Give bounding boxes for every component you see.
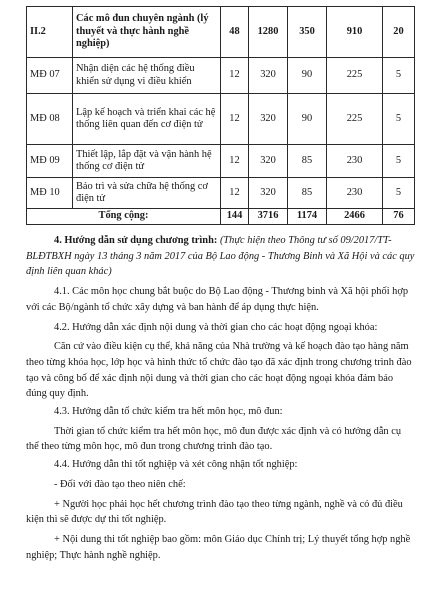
table-row [27, 178, 415, 209]
module-name: Lập kế hoạch và triển khai các hệ thống liên quan đến cơ điện tử [73, 94, 221, 145]
section-title: 4. Hướng dẫn sử dụng chương trình: [54, 235, 218, 246]
exam-hours-cell: 5 [383, 145, 415, 178]
total-hours-cell: 320 [249, 58, 288, 94]
table-row-total [27, 209, 415, 225]
table-row [27, 145, 415, 178]
paragraph-4-3-heading: 4.3. Hướng dẫn tổ chức kiểm tra hết môn học, mô đun: [54, 406, 283, 418]
paragraph-4-4-heading: 4.4. Hướng dẫn thi tốt nghiệp và xét công nhận tốt nghiệp: [54, 459, 298, 471]
paragraph-4-4-c: + Nội dung thi tốt nghiệp bao gồm: môn Giáo dục Chính trị; Lý thuyết tổng hợp nghề nghiệp; Thực hành nghề nghiệp. [26, 533, 411, 561]
total-theory-hours: 1174 [288, 209, 327, 225]
table-row [27, 94, 415, 145]
total-exam-hours: 76 [383, 209, 415, 225]
credits-cell: 12 [221, 94, 249, 145]
practice-hours-cell: 225 [327, 58, 383, 94]
table-row [27, 58, 415, 94]
total-hours-cell: 1280 [249, 7, 288, 58]
total-practice-hours: 2466 [327, 209, 383, 225]
curriculum-table [26, 6, 415, 225]
total-hours: 3716 [249, 209, 288, 225]
exam-hours-cell: 5 [383, 178, 415, 209]
practice-hours-cell: 225 [327, 94, 383, 145]
paragraph-4-2-heading: 4.2. Hướng dẫn xác định nội dung và thời gian cho các hoạt động ngoại khóa: [54, 321, 378, 333]
theory-hours-cell: 85 [288, 178, 327, 209]
total-hours-cell: 320 [249, 178, 288, 209]
table-row-group-ii2 [27, 7, 415, 58]
total-credits: 144 [221, 209, 249, 225]
paragraph-4-4-a: - Đối với đào tạo theo niên chế: [54, 478, 186, 490]
module-name: Các mô đun chuyên ngành (lý thuyết và thực hành nghề nghiệp) [73, 7, 221, 58]
paragraph-4-3-body: Thời gian tổ chức kiểm tra hết môn học, mô đun được xác định và có hướng dẫn cụ thể theo từng môn học, mô đun trong chương trình đào tạo. [26, 425, 402, 453]
total-hours-cell: 320 [249, 94, 288, 145]
exam-hours-cell: 5 [383, 94, 415, 145]
paragraph-4-1: 4.1. Các môn học chung bắt buộc do Bộ Lao động - Thương binh và Xã hội phối hợp với các Bộ/ngành tổ chức xây dựng và ban hành để áp dụng thực hiện. [26, 286, 409, 313]
paragraph-4-2-body: Căn cứ vào điều kiện cụ thể, khả năng của Nhà trường và kế hoạch đào tạo hàng năm theo từng khóa học, lớp học và hình thức tổ chức đào tạo đã xác định trong chương trình đào tạo và công bố để xác định nội dung và thời gian cho các hoạt động ngoại khóa đảm bảo đúng quy định. [26, 341, 412, 400]
total-hours-cell: 320 [249, 145, 288, 178]
credits-cell: 12 [221, 58, 249, 94]
paragraph-4-4-b: + Người học phải học hết chương trình đào tạo theo từng ngành, nghề và có đủ điều kiện thì sẽ được dự thi tốt nghiệp. [26, 498, 403, 526]
module-name: Bảo trì và sửa chữa hệ thống cơ điện tử [73, 178, 221, 209]
module-code: MĐ 08 [27, 94, 73, 145]
module-code: MĐ 07 [27, 58, 73, 94]
practice-hours-cell: 910 [327, 7, 383, 58]
theory-hours-cell: 85 [288, 145, 327, 178]
module-name: Nhận diện các hệ thống điều khiển sử dụng vi điều khiển [73, 58, 221, 94]
credits-cell: 12 [221, 178, 249, 209]
total-label: Tổng cộng: [27, 209, 221, 225]
theory-hours-cell: 90 [288, 94, 327, 145]
module-code: MĐ 09 [27, 145, 73, 178]
exam-hours-cell: 5 [383, 58, 415, 94]
guidance-section [26, 233, 416, 563]
credits-cell: 12 [221, 145, 249, 178]
practice-hours-cell: 230 [327, 178, 383, 209]
theory-hours-cell: 90 [288, 58, 327, 94]
module-code: MĐ 10 [27, 178, 73, 209]
section-4-heading [26, 233, 416, 280]
credits-cell: 48 [221, 7, 249, 58]
module-code: II.2 [27, 7, 73, 58]
section-note: (Thực hiện theo Thông tư số 09/2017/TT-BLĐTBXH ngày 13 tháng 3 năm 2017 của Bộ Lao động - Thương Binh và Xã Hội và các quy định liên quan khác) [26, 235, 415, 278]
practice-hours-cell: 230 [327, 145, 383, 178]
theory-hours-cell: 350 [288, 7, 327, 58]
exam-hours-cell: 20 [383, 7, 415, 58]
module-name: Thiết lập, lắp đặt và vận hành hệ thống cơ điện tử [73, 145, 221, 178]
